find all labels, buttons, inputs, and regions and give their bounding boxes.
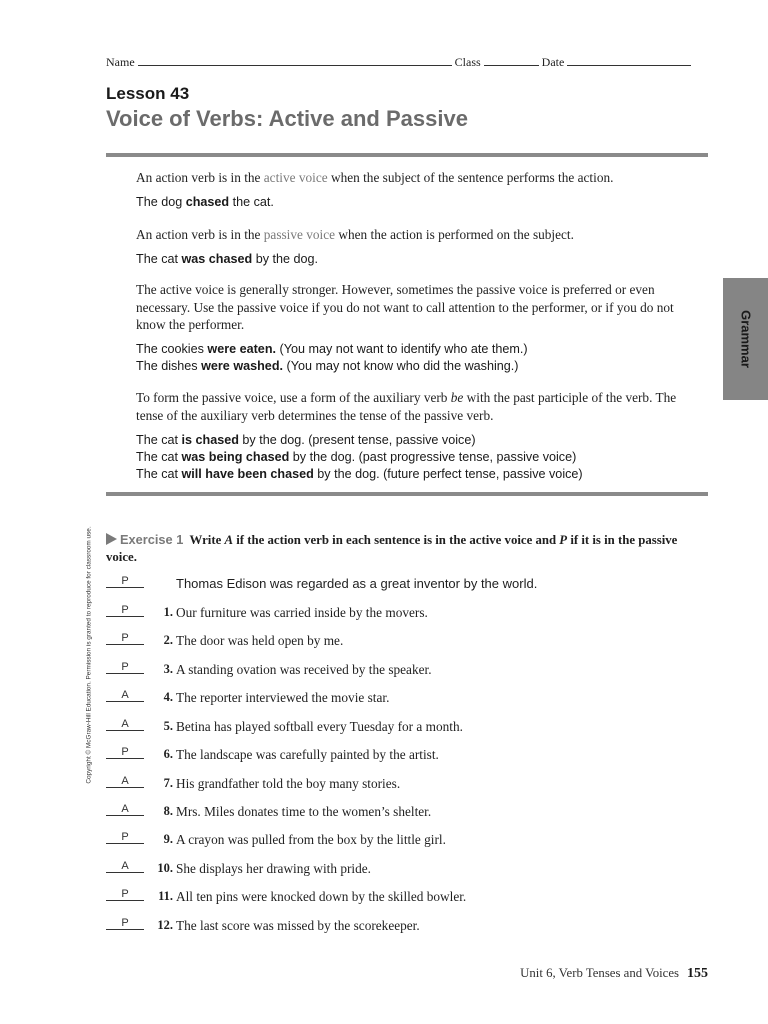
item-sentence: Betina has played softball every Tuesday for a month. (176, 719, 463, 734)
unit-label: Unit 6, Verb Tenses and Voices (520, 966, 679, 980)
item-sentence: The door was held open by me. (176, 633, 344, 648)
item-number: 8. (163, 804, 173, 818)
answer-blank[interactable]: A (106, 860, 144, 873)
side-tab-label: Grammar (738, 310, 753, 368)
term-active-voice: active voice (263, 170, 328, 185)
item-sentence: A standing ovation was received by the speaker. (176, 662, 432, 677)
item-number: 11. (158, 889, 173, 903)
item-sentence: The landscape was carefully painted by the artist. (176, 747, 439, 762)
list-item (106, 689, 706, 709)
item-sentence: The reporter interviewed the movie star. (176, 690, 390, 705)
class-blank[interactable] (484, 55, 539, 66)
example-sentence: Thomas Edison was regarded as a great inventor by the world. (176, 576, 538, 591)
answer-blank[interactable]: A (106, 718, 144, 731)
intro-paragraph-3: The active voice is generally stronger. However, sometimes the passive voice is preferred or even necessary. Use the passive voice if you do not want to call attention to the performer, or if you do not know the performer. (136, 282, 674, 332)
item-sentence: The last score was missed by the scorekeeper. (176, 918, 420, 933)
list-item (106, 803, 706, 823)
list-item (106, 746, 706, 766)
answer-blank[interactable]: P (106, 661, 144, 674)
class-label: Class (454, 55, 481, 69)
intro-paragraph-4: To form the passive voice, use a form of the auxiliary verb be with the past participle of the verb. The tense of the auxiliary verb determines the tense of the passive verb. (136, 390, 677, 423)
lesson-number: Lesson 43 (106, 84, 190, 103)
date-blank[interactable] (567, 55, 691, 66)
item-sentence: She displays her drawing with pride. (176, 861, 371, 876)
name-line (106, 55, 691, 70)
intro-paragraph-1: An action verb is in the active voice when the subject of the sentence performs the action. (136, 170, 614, 185)
list-item (106, 661, 706, 681)
side-tab-grammar (723, 278, 768, 400)
example-cookies: The cookies were eaten. (You may not want to identify who ate them.) (136, 342, 528, 356)
item-number: 2. (163, 633, 173, 647)
answer-blank[interactable]: P (106, 917, 144, 930)
answer-blank[interactable]: P (106, 604, 144, 617)
answer-blank[interactable]: P (106, 888, 144, 901)
arrow-right-icon (106, 533, 117, 545)
item-sentence: All ten pins were knocked down by the skilled bowler. (176, 889, 467, 904)
answer-blank[interactable]: A (106, 803, 144, 816)
exercise-example-row (106, 575, 706, 595)
item-sentence: Our furniture was carried inside by the movers. (176, 605, 428, 620)
example-future-perfect: The cat will have been chased by the dog. (future perfect tense, passive voice) (136, 467, 583, 481)
exercise-instructions: Exercise 1 Write A if the action verb in each sentence is in the active voice and P if it is in the passive voice. (106, 532, 678, 564)
page-number: 155 (687, 966, 708, 981)
item-number: 7. (163, 776, 173, 790)
item-sentence: His grandfather told the boy many stories. (176, 776, 401, 791)
item-sentence: Mrs. Miles donates time to the women’s shelter. (176, 804, 432, 819)
answer-blank[interactable]: P (106, 575, 144, 588)
item-number: 1. (163, 605, 173, 619)
item-number: 4. (163, 690, 173, 704)
page-footer (520, 966, 708, 982)
exercise-label: Exercise 1 (120, 532, 184, 547)
answer-blank[interactable]: P (106, 746, 144, 759)
top-rule (106, 153, 708, 157)
copyright-notice: Copyright © McGraw-Hill Education. Permission is granted to reproduce for classroom use. (85, 526, 93, 784)
list-item (106, 888, 706, 908)
list-item (106, 604, 706, 624)
example-past-progressive: The cat was being chased by the dog. (past progressive tense, passive voice) (136, 450, 577, 464)
answer-blank[interactable]: P (106, 831, 144, 844)
item-number: 5. (163, 719, 173, 733)
answer-blank[interactable]: A (106, 775, 144, 788)
date-label: Date (541, 55, 565, 69)
bottom-rule (106, 492, 708, 496)
example-dishes: The dishes were washed. (You may not know who did the washing.) (136, 359, 519, 373)
item-number: 3. (163, 662, 173, 676)
page-title: Voice of Verbs: Active and Passive (106, 106, 468, 131)
item-number: 10. (157, 861, 173, 875)
list-item (106, 632, 706, 652)
name-label: Name (106, 55, 135, 69)
list-item (106, 718, 706, 738)
list-item (106, 860, 706, 880)
answer-blank[interactable]: P (106, 632, 144, 645)
item-number: 9. (163, 832, 173, 846)
list-item (106, 917, 706, 937)
list-item (106, 775, 706, 795)
example-passive: The cat was chased by the dog. (136, 252, 319, 266)
answer-blank[interactable]: A (106, 689, 144, 702)
list-item (106, 831, 706, 851)
name-blank[interactable] (138, 55, 452, 66)
intro-paragraph-2: An action verb is in the passive voice when the action is performed on the subject. (136, 227, 574, 242)
item-number: 12. (157, 918, 173, 932)
example-active: The dog chased the cat. (136, 195, 274, 209)
term-passive-voice: passive voice (263, 227, 336, 242)
item-number: 6. (163, 747, 173, 761)
example-present: The cat is chased by the dog. (present tense, passive voice) (136, 433, 476, 447)
item-sentence: A crayon was pulled from the box by the little girl. (176, 832, 446, 847)
